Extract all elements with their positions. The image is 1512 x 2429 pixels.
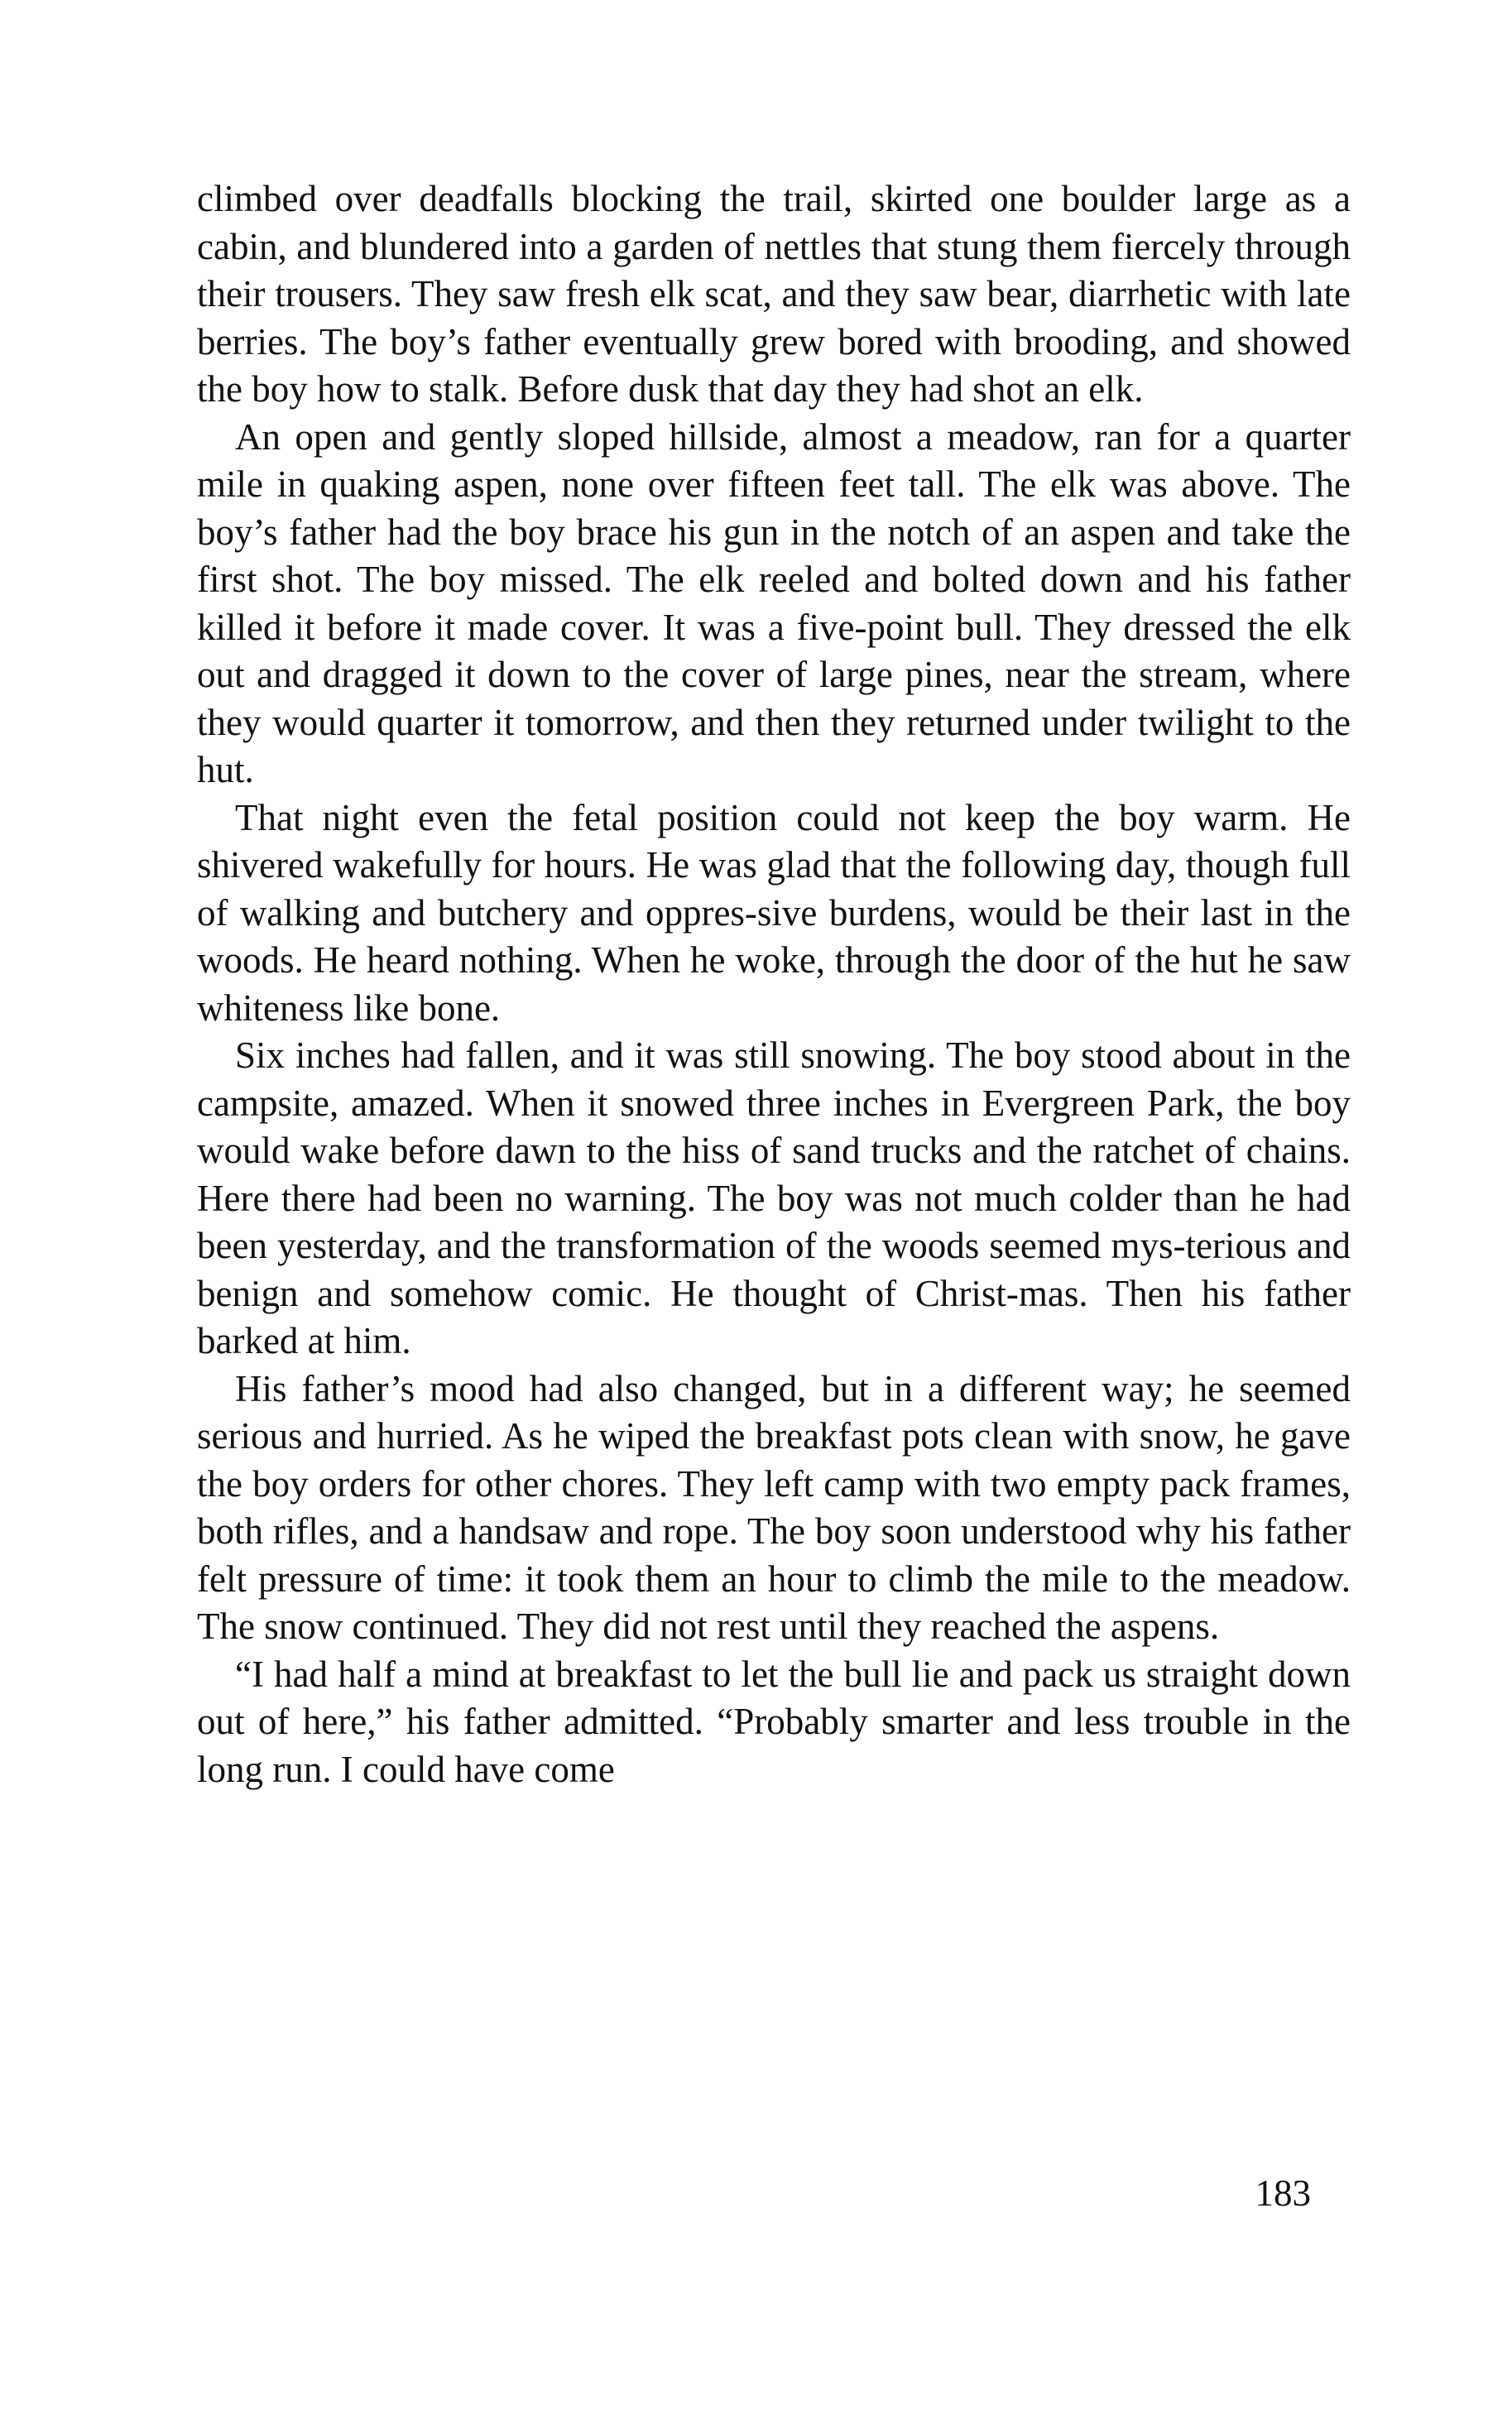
paragraph-4: Six inches had fallen, and it was still snowing. The boy stood about in the campsite, amazed. When it snowed three inches in Evergreen Park, the boy would wake before dawn to the hiss of sand trucks and the ratchet of chains. Here there had been no warning. The boy was not much colder than he had been yesterday, and the transformation of the woods seemed mys-terious and benign and somehow comic. He thought of Christ-mas. Then his father barked at him. (197, 1034, 1351, 1361)
paragraph-5: His father’s mood had also changed, but in a different way; he seemed serious and hurried. As he wiped the breakfast pots clean with snow, he gave the boy orders for other chores. They left camp with two empty pack frames, both rifles, and a handsaw and rope. The boy soon understood why his father felt pressure of time: it took them an hour to climb the mile to the meadow. The snow continued. They did not rest until they reached the aspens. (197, 1367, 1351, 1647)
paragraph-3: That night even the fetal position could not keep the boy warm. He shivered wakefully for hours. He was glad that the following day, though full of walking and butchery and oppres-sive burdens, would be their last in the woods. He heard nothing. When he woke, through the door of the hut he saw whiteness like bone. (197, 796, 1351, 1029)
paragraph-1: climbed over deadfalls blocking the trail, skirted one boulder large as a cabin, and blundered into a garden of nettles that stung them fiercely through their trousers. They saw fresh elk scat, and they saw bear, diarrhetic with late berries. The boy’s father eventually grew bored with brooding, and showed the boy how to stalk. Before dusk that day they had shot an elk. (197, 178, 1351, 410)
body-text (197, 175, 1351, 1793)
paragraph-6: “I had half a mind at breakfast to let the bull lie and pack us straight down out of here,” his father admitted. “Probably smarter and less trouble in the long run. I could have come (197, 1653, 1351, 1790)
paragraph-2: An open and gently sloped hillside, almost a meadow, ran for a quarter mile in quaking aspen, none over fifteen feet tall. The elk was above. The boy’s father had the boy brace his gun in the notch of an aspen and take the first shot. The boy missed. The elk reeled and bolted down and his father killed it before it made cover. It was a five-point bull. They dressed the elk out and dragged it down to the cover of large pines, near the stream, where they would quarter it tomorrow, and then they returned under twilight to the hut. (197, 415, 1351, 790)
page-number: 183 (1255, 2172, 1311, 2214)
